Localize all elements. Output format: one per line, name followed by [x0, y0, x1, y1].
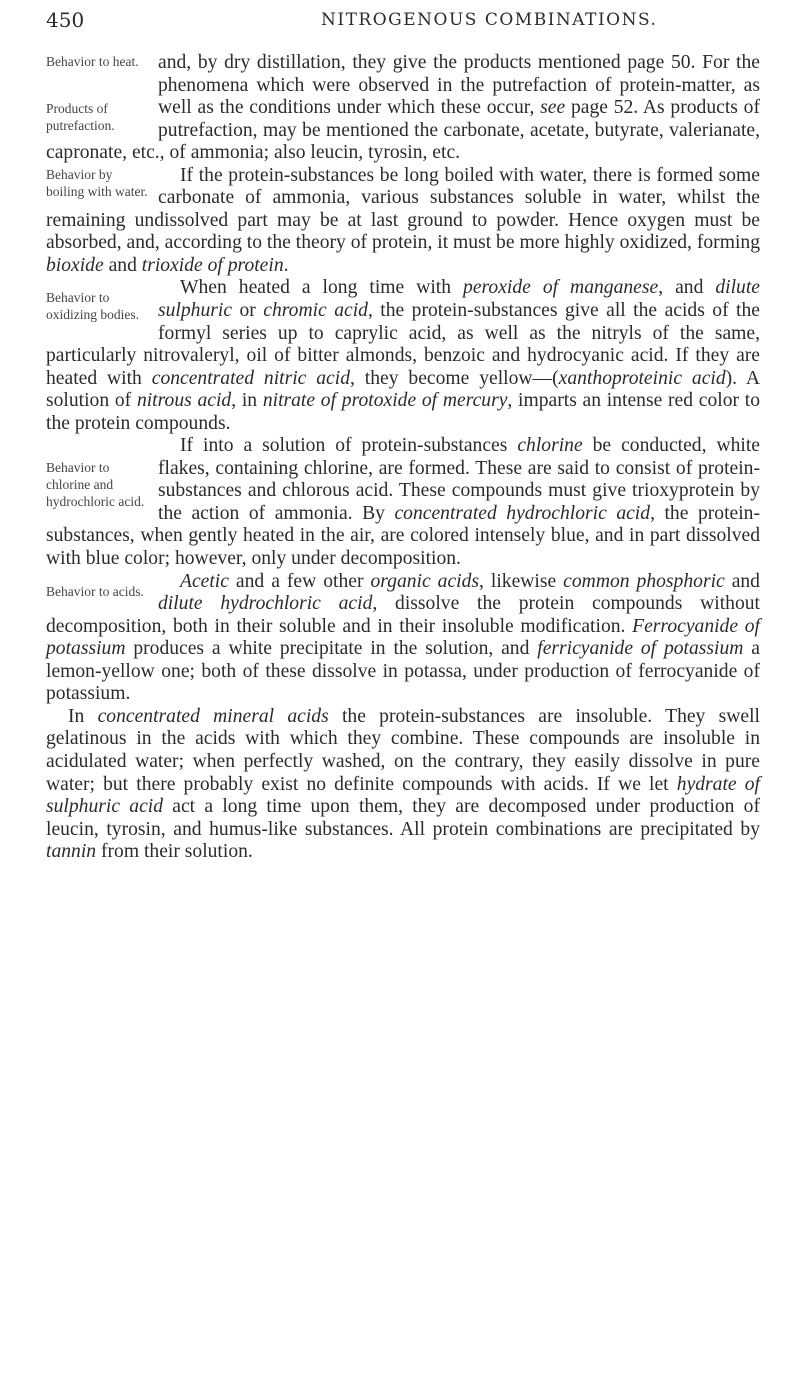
paragraph-oxidizing: Behavior to oxidizing bodies. When heated a long time with peroxide of manganese, and dilute sulphuric or chromic acid, the protein-substances give all the acids of the formyl series up to caprylic acid, as well as the nitryls of the same, particularly nitrovaleryl, oil of bitter almonds, benzoic and hydrocyanic acid. If they are heated with concentrated nitric acid, they become yellow—(xanthoproteinic acid). A solution of nitrous acid, in nitrate of protoxide of mercury, imparts an intense red color to the protein compounds. — [46, 277, 761, 434]
paragraph-water: Behavior by boiling with water. If the protein-substances be long boiled with water, there is formed some carbonate of ammonia, various substances soluble in water, whilst the remaining undissolved part may be at last ground to powder. Hence oxygen must be absorbed, and, according to the theory of protein, it must be more highly oxidized, forming bioxide and trioxide of protein. — [46, 164, 760, 276]
body-text — [46, 52, 760, 864]
margin-note-putrefaction: Products of putrefaction. — [46, 101, 115, 133]
paragraph-chlorine: Behavior to chlorine and hydrochloric acid. If into a solution of protein-substances chlorine be conducted, white flakes, containing chlorine, are formed. These are said to consist of protein-substances and chlorous acid. These compounds must give trioxyprotein by the action of ammonia. By concentrated hydrochloric acid, the protein-substances, when gently heated in the air, are colored intensely blue, and in part dissolved with blue color; however, only under decomposition. — [46, 435, 760, 570]
margin-note-water: Behavior by boiling with water. — [46, 166, 148, 199]
page-number: 450 — [46, 8, 85, 32]
paragraph-mineral-acids: In concentrated mineral acids the protein-substances are insoluble. They swell gelatinous in the acids with which they combine. These compounds are insoluble in acidulated water; when perfectly washed, on the contrary, they easily dissolve in pure water; but there probably exist no definite compounds with acids. If we let hydrate of sulphuric acid act a long time upon them, they are decomposed under production of leucin, tyrosin, and humus-like substances. All protein combinations are precipitated by tannin from their solution. — [46, 705, 760, 863]
margin-note-chlorine: Behavior to chlorine and hydrochloric acid. — [46, 460, 145, 510]
margin-note-heat: Behavior to heat. — [46, 54, 139, 69]
paragraph-acids: Behavior to acids. Acetic and a few other organic acids, likewise common phosphoric and dilute hydrochloric acid, dissolve the protein compounds without decomposition, both in their soluble and in their insoluble modification. Ferrocyanide of potassium produces a white precipitate in the solution, and ferricyanide of potassium a lemon-yellow one; both of these dissolve in potassa, under production of ferrocyanide of potassium. — [46, 570, 760, 705]
running-title: NITROGENOUS COMBINATIONS. — [321, 10, 658, 30]
paragraph-heat: Behavior to heat. Products of putrefaction. and, by dry distillation, they give the products mentioned page 50. For the phenomena which were observed in the putrefaction of protein-matter, as well as the conditions under which these occur, see page 52. As products of putrefaction, may be mentioned the carbonate, acetate, butyrate, valerianate, capronate, etc., of ammonia; also leucin, tyrosin, etc. — [46, 52, 760, 164]
margin-note-acids: Behavior to acids. — [46, 583, 144, 599]
page-header — [46, 8, 760, 34]
margin-note-oxidizing: Behavior to oxidizing bodies. — [46, 290, 139, 323]
